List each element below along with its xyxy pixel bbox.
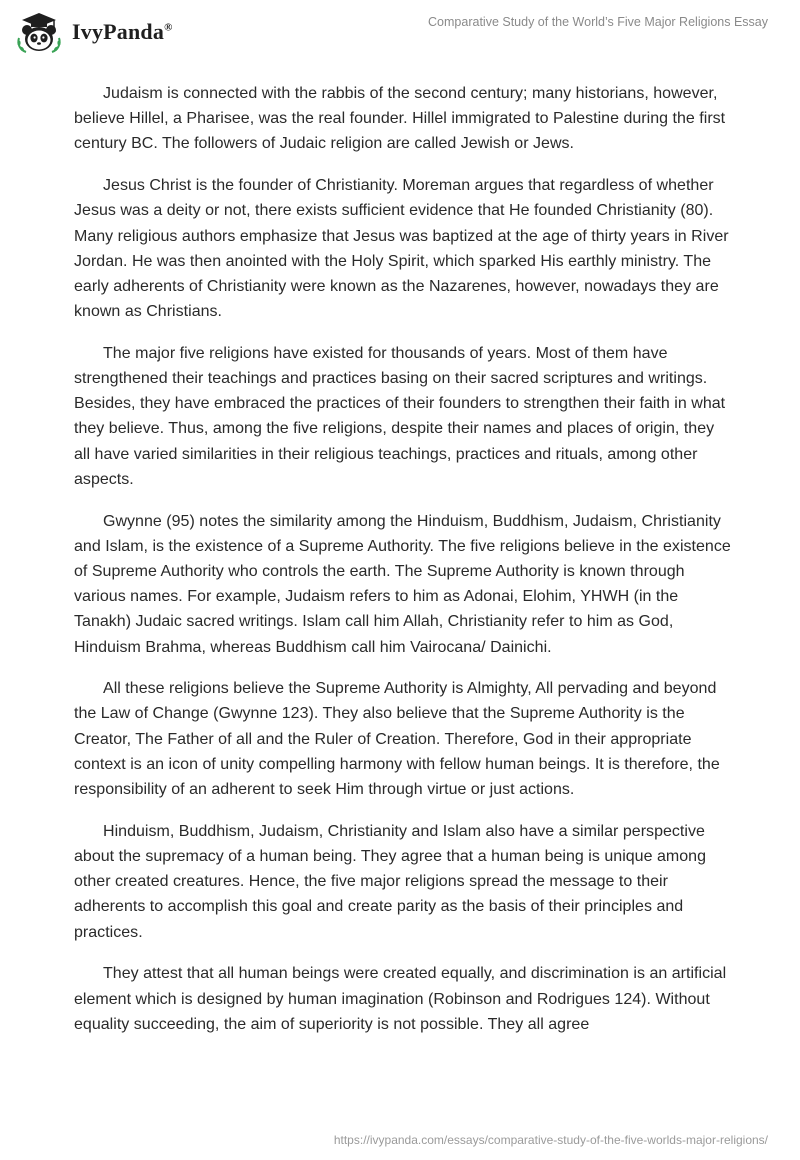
paragraph: They attest that all human beings were created equally, and discrimination is an artificial element which is designed by human imagination (Robinson and Rodrigues 124). Without equality succeeding, the aim of superiority is not possible. They all agree [74,965,727,1033]
paragraph: Hinduism, Buddhism, Judaism, Christianity and Islam also have a similar perspective about the supremacy of a human being. They agree that a human being is unique among other created creatures. Hence, the five major religions spread the message to their adherents to accomplish this goal and create parity as the basis of their principles and practices. [74,822,707,941]
paragraph: The major five religions have existed for thousands of years. Most of them have strengthened their teachings and practices basing on their sacred scriptures and writings. Besides, they have embraced the practices of their founders to strengthen their faith in what they believe. Thus, among the five religions, despite their names and places of origin, they all have varied similarities in their religious teachings, practices and rituals, among other aspects. [74,344,726,488]
panda-graduation-icon [14,10,64,54]
paragraph: All these religions believe the Supreme Authority is Almighty, All pervading and beyond the Law of Change (Gwynne 123). They also believe that the Supreme Authority is the Creator, The Father of all and the Ruler of Creation. Therefore, God in their appropriate context is an icon of unity compelling harmony with fellow human beings. It is therefore, the responsibility of an adherent to seek Him through virtue or just actions. [74,680,720,799]
brand-logo[interactable] [14,10,173,54]
paragraph: Judaism is connected with the rabbis of the second century; many historians, however, believe Hillel, a Pharisee, was the real founder. Hillel immigrated to Palestine during the first century BC. The followers of Judaic religion are called Jewish or Jews. [74,85,726,153]
document-title: Comparative Study of the World’s Five Major Religions Essay [428,15,768,29]
page-header [0,0,800,66]
brand-name: IvyPanda® [72,19,173,44]
essay-body [74,81,734,1053]
footer-url-link[interactable]: https://ivypanda.com/essays/comparative-study-of-the-five-worlds-major-religions/ [333,1133,768,1147]
paragraph: Gwynne (95) notes the similarity among the Hinduism, Buddhism, Judaism, Christianity and Islam, is the existence of a Supreme Authority. The five religions believe in the existence of Supreme Authority who controls the earth. The Supreme Authority is known through various names. For example, Judaism refers to him as Adonai, Elohim, YHWH (in the Tanakh) Judaic sacred writings. Islam call him Allah, Christianity refer to him as God, Hinduism Brahma, whereas Buddhism call him Vairocana/ Dainichi. [74,512,731,656]
paragraph: Jesus Christ is the founder of Christianity. Moreman argues that regardless of whether Jesus was a deity or not, there exists sufficient evidence that He founded Christianity (80). Many religious authors emphasize that Jesus was baptized at the age of thirty years in River Jordan. He was then anointed with the Holy Spirit, which sparked His earthly ministry. The early adherents of Christianity were known as the Nazarenes, however, nowadays they are known as Christians. [74,177,729,321]
